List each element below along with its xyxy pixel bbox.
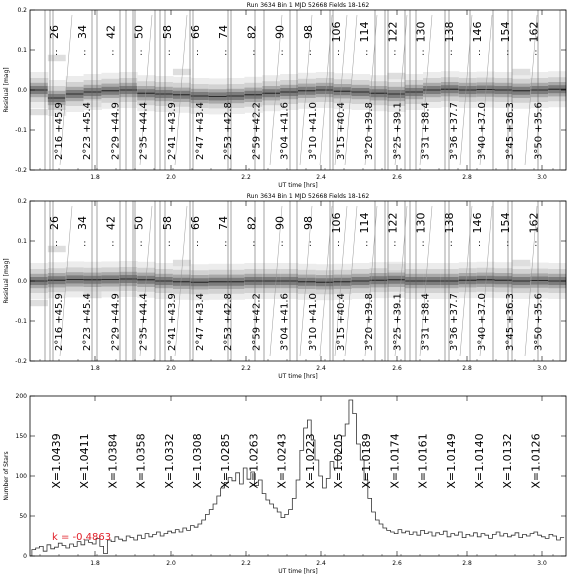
coordinate-label: 3°20 +39.8 — [364, 102, 376, 160]
field-label: 154 — [499, 212, 513, 234]
field-separator: : — [337, 48, 341, 58]
field-separator: : — [449, 239, 453, 249]
field-label: 146 — [471, 212, 484, 234]
x-tick-label: 2.0 — [166, 174, 176, 181]
coordinate-label: 3°25 +39.1 — [392, 293, 404, 351]
x-tick-label: 2.6 — [392, 174, 402, 181]
coordinate-label: 3°50 +35.6 — [533, 102, 545, 160]
coordinate-label: 3°40 +37.0 — [477, 293, 488, 351]
coordinate-label: 2°59 +42.2 — [251, 293, 263, 351]
panel-1 — [3, 2, 567, 189]
coordinate-label: 3°25 +39.1 — [392, 102, 404, 160]
y-tick-label: 0 — [23, 553, 27, 560]
field-separator: : — [365, 48, 369, 58]
y-tick-label: 0.0 — [17, 87, 27, 94]
coordinate-label: 2°59 +42.2 — [251, 102, 263, 160]
field-label: 26 — [48, 25, 61, 39]
field-separator: : — [449, 48, 453, 58]
field-label: 82 — [245, 25, 259, 39]
field-separator: : — [139, 239, 143, 249]
x-tick-label: 2.4 — [316, 174, 326, 181]
airmass-label: X=1.0189 — [360, 433, 374, 489]
field-separator: : — [478, 48, 482, 58]
field-label: 146 — [471, 21, 484, 43]
field-separator: : — [280, 239, 284, 249]
x-tick-label: 2.4 — [316, 560, 326, 567]
field-separator: : — [506, 48, 510, 58]
airmass-label: X=1.0285 — [219, 433, 233, 489]
field-label: 74 — [217, 216, 231, 230]
field-separator: : — [308, 48, 312, 58]
coordinate-label: 2°23 +45.4 — [82, 293, 94, 351]
residual-outlier — [512, 69, 530, 75]
x-axis-label: UT time [hrs] — [278, 182, 318, 189]
field-separator: : — [393, 239, 397, 249]
coordinate-label: 3°10 +41.0 — [307, 293, 319, 351]
field-separator: : — [252, 239, 256, 249]
x-tick-label: 3.0 — [537, 560, 547, 567]
field-separator: : — [196, 239, 200, 249]
y-tick-label: 0.2 — [17, 198, 27, 205]
k-annotation: k = -0.4863 — [52, 532, 112, 543]
y-tick-label: 100 — [15, 473, 27, 480]
x-tick-label: 3.0 — [537, 365, 547, 372]
field-label: 58 — [160, 216, 174, 230]
panel-title: Run 3634 Bin 1 MJD 52668 Fields 18-162 — [246, 2, 370, 9]
coordinate-label: 2°47 +43.4 — [195, 102, 206, 160]
airmass-label: X=1.0149 — [444, 433, 458, 489]
field-label: 138 — [442, 212, 456, 234]
coordinate-label: 2°16 +45.9 — [54, 293, 65, 351]
field-separator: : — [534, 48, 538, 58]
coordinate-label: 2°29 +44.9 — [110, 102, 122, 160]
field-separator: : — [421, 48, 425, 58]
field-separator: : — [337, 239, 341, 249]
y-tick-label: 0.1 — [17, 47, 27, 54]
coordinate-label: 3°10 +41.0 — [307, 102, 319, 160]
x-tick-label: 1.8 — [90, 365, 100, 372]
x-tick-label: 1.8 — [90, 560, 100, 567]
x-tick-label: 2.2 — [241, 560, 251, 567]
field-label: 138 — [442, 21, 456, 43]
field-label: 130 — [414, 212, 428, 234]
field-label: 74 — [217, 25, 231, 39]
field-separator: : — [167, 48, 171, 58]
field-label: 114 — [358, 212, 372, 234]
field-label: 122 — [386, 212, 400, 234]
coordinate-label: 2°41 +43.9 — [166, 293, 178, 351]
airmass-label: X=1.0126 — [529, 433, 543, 489]
field-separator: : — [365, 239, 369, 249]
airmass-label: X=1.0174 — [388, 433, 402, 489]
panel-title: Run 3634 Bin 1 MJD 52668 Fields 18-162 — [246, 193, 370, 200]
coordinate-label: 3°31 +38.4 — [420, 102, 432, 160]
field-separator: : — [55, 48, 59, 58]
y-axis-label: Residual [mag] — [3, 258, 10, 304]
field-separator: : — [280, 48, 284, 58]
field-separator: : — [111, 48, 115, 58]
coordinate-label: 2°35 +44.4 — [138, 102, 150, 160]
coordinate-label: 2°23 +45.4 — [82, 102, 94, 160]
field-label: 154 — [499, 21, 513, 43]
airmass-label: X=1.0439 — [50, 433, 63, 489]
field-separator: : — [83, 239, 87, 249]
field-separator: : — [167, 239, 171, 249]
x-tick-label: 2.8 — [462, 560, 472, 567]
field-label: 106 — [330, 212, 343, 234]
field-separator: : — [111, 239, 115, 249]
y-tick-label: -0.1 — [15, 318, 27, 325]
coordinate-label: 3°31 +38.4 — [420, 293, 432, 351]
field-separator: : — [252, 48, 256, 58]
field-label: 98 — [301, 216, 315, 230]
airmass-label: X=1.0243 — [275, 433, 289, 489]
x-tick-label: 2.8 — [462, 174, 472, 181]
field-separator: : — [83, 48, 87, 58]
coordinate-label: 3°15 +40.4 — [336, 293, 347, 351]
x-tick-label: 1.8 — [90, 174, 100, 181]
field-label: 66 — [189, 216, 202, 230]
field-label: 50 — [132, 25, 146, 39]
field-separator: : — [139, 48, 143, 58]
x-axis-label: UT time [hrs] — [278, 568, 318, 575]
y-tick-label: 0.2 — [17, 7, 27, 14]
residual-outlier — [173, 260, 191, 266]
x-tick-label: 2.2 — [241, 174, 251, 181]
coordinate-label: 3°20 +39.8 — [364, 293, 376, 351]
field-label: 58 — [160, 25, 174, 39]
field-label: 66 — [189, 25, 202, 39]
coordinate-label: 2°53 +42.8 — [223, 102, 235, 160]
coordinate-label: 2°16 +45.9 — [54, 102, 65, 160]
field-label: 34 — [76, 25, 90, 39]
x-tick-label: 2.4 — [316, 365, 326, 372]
airmass-label: X=1.0161 — [416, 433, 430, 489]
field-label: 122 — [386, 21, 400, 43]
x-axis-label: UT time [hrs] — [278, 373, 318, 380]
residual-outlier — [512, 260, 530, 266]
field-separator: : — [506, 239, 510, 249]
coordinate-label: 2°47 +43.4 — [195, 293, 206, 351]
coordinate-label: 3°36 +37.7 — [448, 102, 460, 160]
field-label: 106 — [330, 21, 343, 43]
field-separator: : — [55, 239, 59, 249]
coordinate-label: 2°53 +42.8 — [223, 293, 235, 351]
airmass-label: X=1.0132 — [501, 433, 515, 489]
field-label: 50 — [132, 216, 146, 230]
coordinate-label: 3°45 +36.3 — [505, 102, 517, 160]
y-tick-label: 150 — [15, 433, 27, 440]
x-tick-label: 2.0 — [166, 560, 176, 567]
y-tick-label: 50 — [19, 513, 27, 520]
x-tick-label: 2.0 — [166, 365, 176, 372]
coordinate-label: 2°29 +44.9 — [110, 293, 122, 351]
coordinate-label: 3°36 +37.7 — [448, 293, 460, 351]
field-label: 34 — [76, 216, 90, 230]
y-tick-label: 0.1 — [17, 238, 27, 245]
airmass-label: X=1.0308 — [191, 433, 204, 489]
panel-2 — [3, 193, 567, 380]
field-label: 90 — [273, 25, 287, 39]
field-label: 162 — [527, 212, 541, 234]
field-label: 98 — [301, 25, 315, 39]
field-separator: : — [534, 239, 538, 249]
coordinate-label: 3°15 +40.4 — [336, 102, 347, 160]
coordinate-label: 3°50 +35.6 — [533, 293, 545, 351]
field-label: 42 — [104, 216, 118, 230]
coordinate-label: 3°45 +36.3 — [505, 293, 517, 351]
field-separator: : — [478, 239, 482, 249]
field-separator: : — [421, 239, 425, 249]
y-tick-label: -0.2 — [15, 358, 27, 365]
x-tick-label: 2.2 — [241, 365, 251, 372]
field-separator: : — [224, 239, 228, 249]
coordinate-label: 3°04 +41.6 — [279, 293, 291, 351]
y-tick-label: -0.2 — [15, 167, 27, 174]
field-label: 130 — [414, 21, 428, 43]
coordinate-label: 2°35 +44.4 — [138, 293, 150, 351]
y-axis-label: Number of Stars — [3, 451, 10, 501]
residual-outlier — [173, 69, 191, 75]
field-separator: : — [393, 48, 397, 58]
x-tick-label: 2.8 — [462, 365, 472, 372]
field-label: 82 — [245, 216, 259, 230]
y-tick-label: 0.0 — [17, 278, 27, 285]
panel-3 — [3, 393, 566, 575]
x-tick-label: 2.6 — [392, 560, 402, 567]
airmass-label: X=1.0223 — [303, 433, 317, 489]
field-label: 162 — [527, 21, 541, 43]
field-label: 42 — [104, 24, 118, 39]
airmass-label: X=1.0205 — [332, 433, 345, 489]
airmass-label: X=1.0384 — [106, 433, 120, 489]
airmass-label: X=1.0140 — [473, 433, 486, 489]
field-label: 26 — [48, 216, 61, 230]
field-separator: : — [196, 48, 200, 58]
coordinate-label: 3°04 +41.6 — [279, 102, 291, 160]
airmass-label: X=1.0263 — [247, 433, 261, 489]
field-label: 114 — [358, 21, 372, 43]
coordinate-label: 2°41 +43.9 — [166, 102, 178, 160]
y-tick-label: 200 — [15, 393, 27, 400]
x-tick-label: 2.6 — [392, 365, 402, 372]
airmass-label: X=1.0411 — [78, 433, 92, 489]
airmass-label: X=1.0358 — [134, 433, 148, 489]
coordinate-label: 3°40 +37.0 — [477, 102, 488, 160]
field-separator: : — [308, 239, 312, 249]
field-label: 90 — [273, 216, 287, 230]
field-separator: : — [224, 48, 228, 58]
y-axis-label: Residual [mag] — [3, 67, 10, 113]
y-tick-label: -0.1 — [15, 127, 27, 134]
airmass-label: X=1.0332 — [162, 433, 176, 489]
x-tick-label: 3.0 — [537, 174, 547, 181]
